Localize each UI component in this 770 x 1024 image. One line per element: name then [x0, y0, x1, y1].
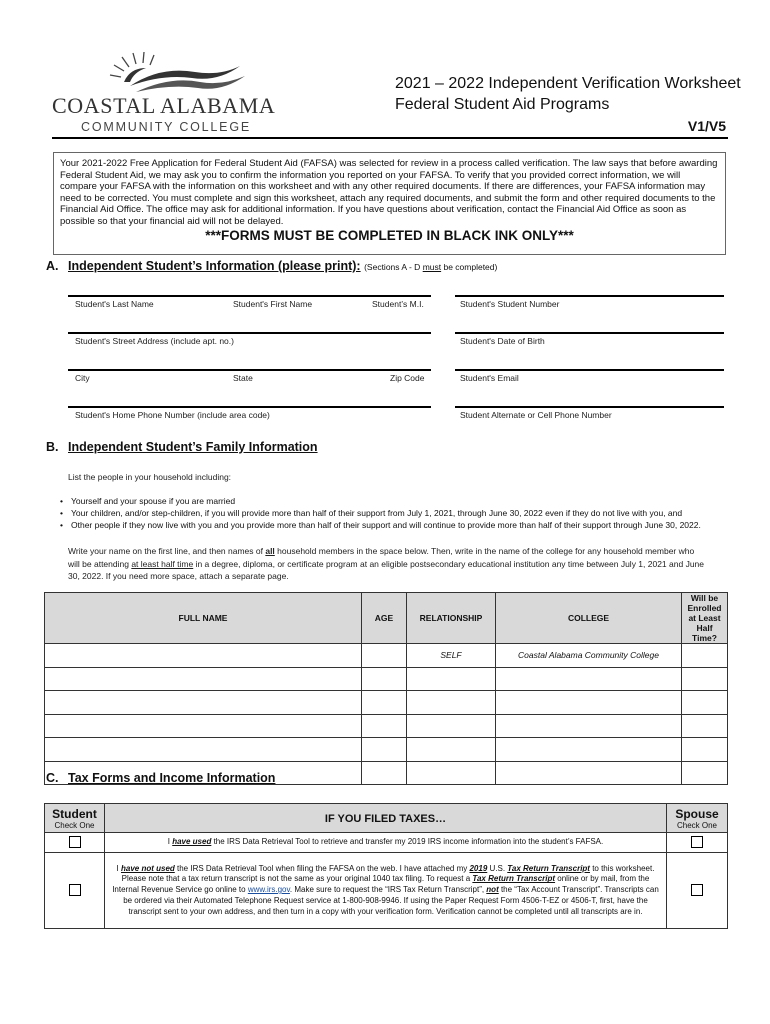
spouse-drt-used-cell — [667, 833, 728, 853]
tax-table-header — [45, 804, 728, 833]
household-instructions: Write your name on the first line, and then names of all household members in the space below. Then, write in the name of the college for any household member who will be attending at least half time in a degree, diploma, or certificate program at an eligible postsecondary educational institution any time between July 1, 2021 and June 30, 2022. If you need more space, attach a separate page. — [68, 546, 704, 581]
label-dob: Student's Date of Birth — [460, 336, 545, 346]
spouse-drt-not-used-checkbox[interactable] — [691, 884, 703, 896]
spouse-drt-used-checkbox[interactable] — [691, 836, 703, 848]
table-row — [45, 644, 728, 668]
spouse-header: Spouse — [675, 806, 719, 821]
logo-college-name: COASTAL ALABAMA — [52, 93, 276, 118]
table-row — [45, 853, 728, 929]
label-email: Student's Email — [460, 373, 519, 383]
col-spouse-check — [667, 804, 728, 833]
table-row — [45, 738, 728, 762]
cell-relationship: SELF — [407, 644, 496, 668]
table-row — [45, 833, 728, 853]
household-table-header — [45, 593, 728, 644]
spouse-drt-not-used-cell — [667, 853, 728, 929]
cell-college[interactable] — [496, 738, 682, 762]
tax-forms-table — [44, 803, 728, 929]
household-list-intro: List the people in your household including: — [68, 472, 232, 482]
cell-age[interactable] — [362, 644, 407, 668]
col-half-time: Will be Enrolled at Least Half Time? — [682, 593, 728, 644]
intro-text: Your 2021-2022 Free Application for Federal Student Aid (FAFSA) was selected for review in a process called verification. The law says that before awarding Federal Student Aid, we may ask you to confirm the information you reported on your FAFSA. To verify that you provided correct information, we will compare your FAFSA with the information on this worksheet and with any other required documents. If there are differences, your FAFSA information may need to be corrected. You must complete and sign this worksheet, attach any required documents, and submit the form and other required documents to the Financial Aid Office. The office may ask for additional information. If you have questions about verification, contact the Financial Aid Office as soon as possible so that your financial aid will not be delayed. — [60, 158, 718, 227]
student-drt-not-used-cell — [45, 853, 105, 929]
section-c-letter: C. — [46, 771, 59, 785]
household-bullet-list — [58, 495, 701, 531]
list-item: • Your children, and/or step-children, if you will provide more than half of their support from July 1, 2021, through June 30, 2022 even if they do not live with you, and — [58, 507, 701, 519]
table-row — [45, 667, 728, 691]
section-c-heading — [46, 771, 275, 785]
cell-relationship[interactable] — [407, 691, 496, 715]
worksheet-title-line1: 2021 – 2022 Independent Verification Worksheet — [395, 75, 741, 92]
section-b-title: Independent Student’s Family Information — [68, 440, 318, 454]
drt-not-used-text: I have not used the IRS Data Retrieval Tool when filing the FAFSA on the web. I have attached my 2019 U.S. Tax Return Transcript to this worksheet. Please note that a tax return transcript is not the same as your original 1040 tax filing. To request a Tax Return Transcript online or by mail, from the Internal Revenue Service go online to www.irs.gov. Make sure to request the “IRS Tax Return Transcript”, not the “Tax Account Transcript”. Transcripts can be ordered via their Automated Telephone Request service at 1-800-908-9946. If using the Paper Request Form 4506-T-EZ or 4506-T, first, have the transcript sent to your own address, and then turn in a copy with your verification form. Verification cannot be completed until all transcripts are in. — [105, 853, 667, 929]
cell-relationship[interactable] — [407, 738, 496, 762]
cell-relationship[interactable] — [407, 714, 496, 738]
col-age: AGE — [362, 593, 407, 644]
section-a-title: Independent Student’s Information (please print): — [68, 259, 361, 273]
worksheet-title-line2: Federal Student Aid Programs — [395, 96, 610, 113]
label-mi: Student’s M.I. — [372, 299, 424, 309]
cell-half-time[interactable] — [682, 761, 728, 785]
field-line-street[interactable] — [68, 332, 431, 334]
drt-used-text: I have used the IRS Data Retrieval Tool to retrieve and transfer my 2019 IRS income information into the student’s FAFSA. — [105, 833, 667, 853]
field-line-dob[interactable] — [455, 332, 724, 334]
spouse-check-one: Check One — [676, 820, 718, 830]
table-row — [45, 691, 728, 715]
section-b-letter: B. — [46, 440, 59, 454]
cell-college[interactable] — [496, 761, 682, 785]
field-line-student-number[interactable] — [455, 295, 724, 297]
section-c-title: Tax Forms and Income Information — [68, 771, 276, 785]
irs-link[interactable]: www.irs.gov — [247, 885, 290, 895]
table-row — [45, 714, 728, 738]
field-line-alt-phone[interactable] — [455, 406, 724, 408]
label-last-name: Student's Last Name — [75, 299, 154, 309]
cell-full-name[interactable] — [45, 714, 362, 738]
field-line-email[interactable] — [455, 369, 724, 371]
label-zip: Zip Code — [390, 373, 425, 383]
label-street: Student's Street Address (include apt. no.) — [75, 336, 234, 346]
section-a-note: (Sections A - D must be completed) — [364, 262, 498, 272]
field-line-home-phone[interactable] — [68, 406, 431, 408]
label-state: State — [233, 373, 253, 383]
version-label: V1/V5 — [687, 118, 726, 134]
student-header: Student — [52, 806, 97, 821]
intro-box — [53, 152, 726, 255]
list-item: • Other people if they now live with you and you provide more than half of their support and will continue to provide more than half of their support through June 30, 2022. — [58, 519, 701, 531]
label-student-number: Student's Student Number — [460, 299, 560, 309]
cell-half-time[interactable] — [682, 667, 728, 691]
col-if-filed — [105, 804, 667, 833]
label-city: City — [75, 373, 90, 383]
section-a-heading — [46, 259, 497, 273]
logo-college-subtitle: COMMUNITY COLLEGE — [81, 120, 251, 134]
col-relationship: RELATIONSHIP — [407, 593, 496, 644]
cell-full-name[interactable] — [45, 644, 362, 668]
cell-age[interactable] — [362, 761, 407, 785]
field-line-name[interactable] — [68, 295, 431, 297]
cell-age[interactable] — [362, 738, 407, 762]
section-a-letter: A. — [46, 259, 59, 273]
cell-full-name[interactable] — [45, 667, 362, 691]
cell-age[interactable] — [362, 714, 407, 738]
cell-half-time[interactable] — [682, 644, 728, 668]
cell-age[interactable] — [362, 691, 407, 715]
student-check-one: Check One — [54, 820, 95, 830]
cell-relationship[interactable] — [407, 761, 496, 785]
cell-full-name[interactable] — [45, 691, 362, 715]
col-full-name: FULL NAME — [45, 593, 362, 644]
section-b-heading — [46, 440, 318, 454]
label-first-name: Student's First Name — [233, 299, 313, 309]
list-item: • Yourself and your spouse if you are married — [58, 495, 701, 507]
cell-half-time[interactable] — [682, 738, 728, 762]
header-divider — [52, 137, 728, 139]
cell-college: Coastal Alabama Community College — [496, 644, 682, 668]
cell-full-name[interactable] — [45, 738, 362, 762]
cell-college[interactable] — [496, 691, 682, 715]
black-ink-notice: ***FORMS MUST BE COMPLETED IN BLACK INK ONLY*** — [205, 228, 574, 243]
field-line-city[interactable] — [68, 369, 431, 371]
col-college: COLLEGE — [496, 593, 682, 644]
cell-half-time[interactable] — [682, 714, 728, 738]
col-student-check — [45, 804, 105, 833]
label-alt-phone: Student Alternate or Cell Phone Number — [460, 410, 612, 420]
cell-college[interactable] — [496, 714, 682, 738]
student-drt-not-used-checkbox[interactable] — [69, 884, 81, 896]
cell-college[interactable] — [496, 667, 682, 691]
cell-half-time[interactable] — [682, 691, 728, 715]
household-table — [44, 592, 728, 785]
worksheet-title — [395, 73, 741, 115]
if-filed-header: IF YOU FILED TAXES… — [324, 813, 447, 825]
label-home-phone: Student's Home Phone Number (include area code) — [75, 410, 270, 420]
cell-age[interactable] — [362, 667, 407, 691]
college-logo — [50, 48, 276, 138]
student-drt-used-cell — [45, 833, 105, 853]
cell-relationship[interactable] — [407, 667, 496, 691]
student-drt-used-checkbox[interactable] — [69, 836, 81, 848]
